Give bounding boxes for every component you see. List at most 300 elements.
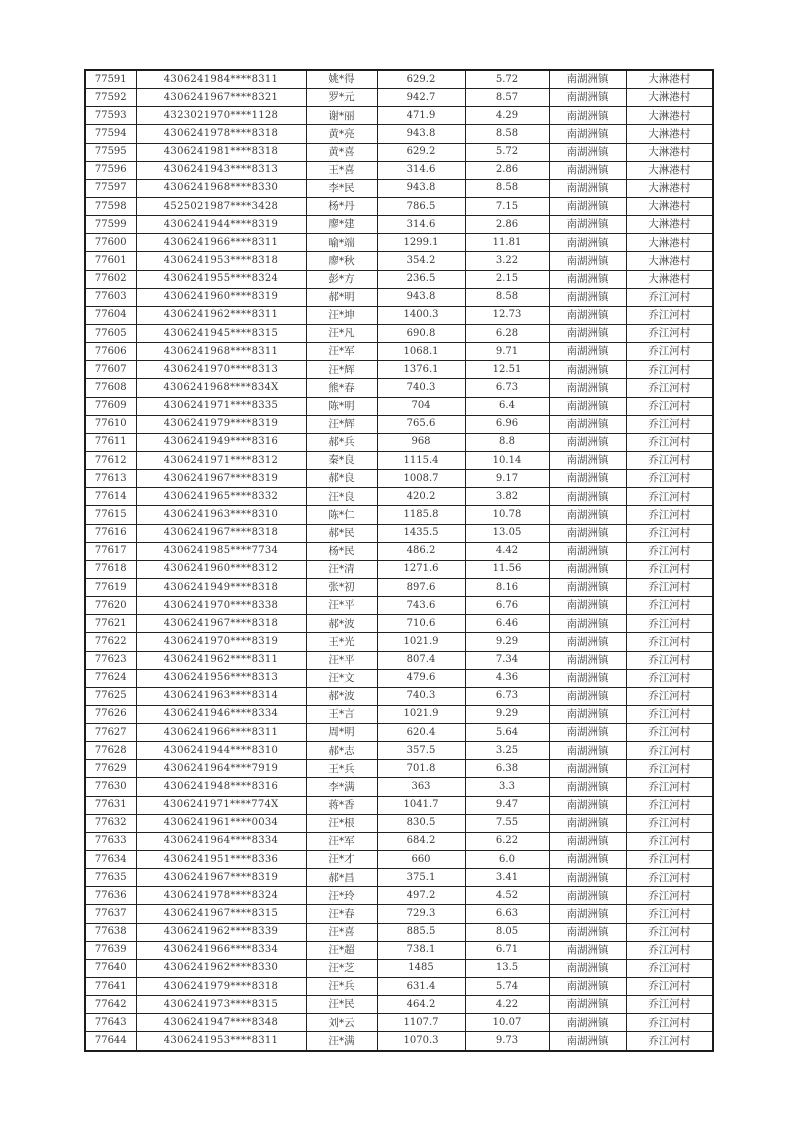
cell-town: 南湖洲镇 [549, 270, 626, 288]
table-row [85, 796, 713, 814]
cell-rate: 5.72 [465, 70, 549, 89]
cell-amount: 943.8 [377, 179, 465, 197]
cell-id-number: 4306241944****8310 [136, 742, 306, 760]
cell-amount: 690.8 [377, 324, 465, 342]
cell-town: 南湖洲镇 [549, 125, 626, 143]
cell-id-number: 4306241944****8319 [136, 216, 306, 234]
cell-row-id: 77608 [85, 379, 136, 397]
cell-name: 郝*波 [306, 687, 377, 705]
cell-town: 南湖洲镇 [549, 451, 626, 469]
cell-village: 乔江河村 [626, 451, 713, 469]
cell-village: 大淋港村 [626, 161, 713, 179]
cell-village: 乔江河村 [626, 778, 713, 796]
cell-name: 黄*喜 [306, 143, 377, 161]
cell-amount: 1107.7 [377, 1014, 465, 1032]
cell-rate: 4.52 [465, 887, 549, 905]
cell-name: 汪*良 [306, 488, 377, 506]
table-row [85, 978, 713, 996]
table-row [85, 234, 713, 252]
cell-rate: 9.29 [465, 633, 549, 651]
cell-amount: 354.2 [377, 252, 465, 270]
cell-row-id: 77627 [85, 724, 136, 742]
cell-id-number: 4306241962****8330 [136, 959, 306, 977]
cell-amount: 314.6 [377, 161, 465, 179]
cell-id-number: 4306241960****8312 [136, 560, 306, 578]
cell-row-id: 77591 [85, 70, 136, 89]
cell-village: 乔江河村 [626, 578, 713, 596]
cell-village: 乔江河村 [626, 324, 713, 342]
cell-row-id: 77603 [85, 288, 136, 306]
cell-amount: 497.2 [377, 887, 465, 905]
cell-amount: 464.2 [377, 996, 465, 1014]
table-row [85, 1014, 713, 1032]
cell-rate: 9.17 [465, 470, 549, 488]
cell-village: 乔江河村 [626, 433, 713, 451]
cell-rate: 2.86 [465, 161, 549, 179]
table-row [85, 1032, 713, 1051]
cell-village: 乔江河村 [626, 524, 713, 542]
cell-id-number: 4306241968****8311 [136, 343, 306, 361]
table-row [85, 669, 713, 687]
table-row [85, 959, 713, 977]
cell-amount: 943.8 [377, 125, 465, 143]
cell-amount: 471.9 [377, 107, 465, 125]
cell-row-id: 77616 [85, 524, 136, 542]
cell-id-number: 4306241967****8321 [136, 89, 306, 107]
table-row [85, 524, 713, 542]
table-row [85, 415, 713, 433]
cell-town: 南湖洲镇 [549, 578, 626, 596]
cell-village: 大淋港村 [626, 270, 713, 288]
cell-rate: 7.34 [465, 651, 549, 669]
cell-id-number: 4306241971****8335 [136, 397, 306, 415]
cell-name: 汪*才 [306, 851, 377, 869]
table-row [85, 343, 713, 361]
cell-village: 大淋港村 [626, 179, 713, 197]
cell-id-number: 4525021987****3428 [136, 197, 306, 215]
cell-village: 乔江河村 [626, 923, 713, 941]
cell-town: 南湖洲镇 [549, 70, 626, 89]
cell-rate: 9.73 [465, 1032, 549, 1051]
cell-name: 汪*辉 [306, 415, 377, 433]
cell-village: 乔江河村 [626, 506, 713, 524]
cell-rate: 5.72 [465, 143, 549, 161]
table-row [85, 397, 713, 415]
cell-village: 乔江河村 [626, 615, 713, 633]
cell-row-id: 77641 [85, 978, 136, 996]
cell-row-id: 77598 [85, 197, 136, 215]
cell-rate: 8.58 [465, 288, 549, 306]
cell-id-number: 4306241960****8319 [136, 288, 306, 306]
cell-id-number: 4306241964****7919 [136, 760, 306, 778]
cell-village: 乔江河村 [626, 869, 713, 887]
cell-id-number: 4306241973****8315 [136, 996, 306, 1014]
cell-name: 汪*民 [306, 996, 377, 1014]
cell-village: 乔江河村 [626, 959, 713, 977]
records-tbody [85, 70, 713, 1051]
table-row [85, 851, 713, 869]
cell-row-id: 77623 [85, 651, 136, 669]
cell-rate: 8.58 [465, 179, 549, 197]
cell-row-id: 77596 [85, 161, 136, 179]
cell-amount: 743.6 [377, 597, 465, 615]
cell-id-number: 4306241945****8315 [136, 324, 306, 342]
cell-amount: 1070.3 [377, 1032, 465, 1051]
cell-town: 南湖洲镇 [549, 252, 626, 270]
table-row [85, 252, 713, 270]
table-row [85, 633, 713, 651]
cell-town: 南湖洲镇 [549, 1032, 626, 1051]
cell-village: 大淋港村 [626, 107, 713, 125]
cell-row-id: 77594 [85, 125, 136, 143]
cell-name: 蒋*香 [306, 796, 377, 814]
cell-name: 王*光 [306, 633, 377, 651]
cell-name: 张*初 [306, 578, 377, 596]
cell-amount: 1485 [377, 959, 465, 977]
cell-id-number: 4306241978****8324 [136, 887, 306, 905]
cell-amount: 1271.6 [377, 560, 465, 578]
table-row [85, 996, 713, 1014]
cell-name: 汪*根 [306, 814, 377, 832]
cell-amount: 629.2 [377, 143, 465, 161]
cell-rate: 7.55 [465, 814, 549, 832]
cell-row-id: 77593 [85, 107, 136, 125]
cell-name: 熊*春 [306, 379, 377, 397]
cell-amount: 740.3 [377, 687, 465, 705]
cell-town: 南湖洲镇 [549, 288, 626, 306]
cell-town: 南湖洲镇 [549, 814, 626, 832]
cell-name: 汪*凡 [306, 324, 377, 342]
cell-rate: 10.14 [465, 451, 549, 469]
cell-row-id: 77628 [85, 742, 136, 760]
cell-village: 乔江河村 [626, 1032, 713, 1051]
cell-amount: 486.2 [377, 542, 465, 560]
cell-town: 南湖洲镇 [549, 324, 626, 342]
cell-row-id: 77633 [85, 832, 136, 850]
cell-name: 汪*辉 [306, 361, 377, 379]
cell-name: 陈*明 [306, 397, 377, 415]
cell-rate: 4.22 [465, 996, 549, 1014]
cell-row-id: 77595 [85, 143, 136, 161]
cell-village: 乔江河村 [626, 996, 713, 1014]
cell-town: 南湖洲镇 [549, 89, 626, 107]
cell-id-number: 4306241962****8311 [136, 651, 306, 669]
cell-name: 姚*得 [306, 70, 377, 89]
cell-name: 陈*仁 [306, 506, 377, 524]
cell-id-number: 4306241966****8311 [136, 724, 306, 742]
cell-name: 王*喜 [306, 161, 377, 179]
table-row [85, 306, 713, 324]
cell-rate: 13.5 [465, 959, 549, 977]
table-row [85, 560, 713, 578]
cell-village: 大淋港村 [626, 216, 713, 234]
cell-rate: 6.96 [465, 415, 549, 433]
cell-name: 郝*民 [306, 524, 377, 542]
cell-id-number: 4306241962****8339 [136, 923, 306, 941]
cell-id-number: 4306241946****8334 [136, 705, 306, 723]
cell-town: 南湖洲镇 [549, 470, 626, 488]
cell-village: 乔江河村 [626, 597, 713, 615]
cell-amount: 729.3 [377, 905, 465, 923]
cell-row-id: 77638 [85, 923, 136, 941]
cell-rate: 6.4 [465, 397, 549, 415]
cell-row-id: 77600 [85, 234, 136, 252]
cell-rate: 11.81 [465, 234, 549, 252]
cell-town: 南湖洲镇 [549, 923, 626, 941]
table-row [85, 832, 713, 850]
cell-village: 乔江河村 [626, 651, 713, 669]
cell-town: 南湖洲镇 [549, 1014, 626, 1032]
cell-name: 彭*方 [306, 270, 377, 288]
cell-id-number: 4306241967****8318 [136, 524, 306, 542]
cell-village: 乔江河村 [626, 397, 713, 415]
cell-town: 南湖洲镇 [549, 760, 626, 778]
cell-village: 大淋港村 [626, 234, 713, 252]
cell-id-number: 4306241971****774X [136, 796, 306, 814]
table-row [85, 197, 713, 215]
cell-amount: 807.4 [377, 651, 465, 669]
cell-row-id: 77597 [85, 179, 136, 197]
table-row [85, 125, 713, 143]
cell-rate: 5.64 [465, 724, 549, 742]
cell-name: 汪*喜 [306, 923, 377, 941]
table-row [85, 216, 713, 234]
cell-amount: 631.4 [377, 978, 465, 996]
cell-name: 黄*亮 [306, 125, 377, 143]
cell-row-id: 77612 [85, 451, 136, 469]
cell-name: 汪*清 [306, 560, 377, 578]
cell-row-id: 77636 [85, 887, 136, 905]
cell-rate: 6.63 [465, 905, 549, 923]
cell-amount: 357.5 [377, 742, 465, 760]
cell-amount: 1008.7 [377, 470, 465, 488]
cell-amount: 897.6 [377, 578, 465, 596]
cell-town: 南湖洲镇 [549, 143, 626, 161]
cell-town: 南湖洲镇 [549, 651, 626, 669]
cell-rate: 12.51 [465, 361, 549, 379]
cell-row-id: 77639 [85, 941, 136, 959]
cell-amount: 620.4 [377, 724, 465, 742]
cell-name: 汪*兵 [306, 978, 377, 996]
cell-village: 乔江河村 [626, 361, 713, 379]
cell-id-number: 4306241955****8324 [136, 270, 306, 288]
cell-name: 汪*军 [306, 832, 377, 850]
table-row [85, 597, 713, 615]
cell-town: 南湖洲镇 [549, 488, 626, 506]
cell-town: 南湖洲镇 [549, 905, 626, 923]
table-row [85, 324, 713, 342]
table-row [85, 615, 713, 633]
cell-village: 大淋港村 [626, 70, 713, 89]
cell-name: 汪*平 [306, 597, 377, 615]
cell-row-id: 77607 [85, 361, 136, 379]
cell-village: 乔江河村 [626, 814, 713, 832]
table-row [85, 760, 713, 778]
cell-row-id: 77632 [85, 814, 136, 832]
cell-town: 南湖洲镇 [549, 941, 626, 959]
cell-rate: 4.36 [465, 669, 549, 687]
cell-id-number: 4306241968****834X [136, 379, 306, 397]
cell-row-id: 77622 [85, 633, 136, 651]
table-row [85, 107, 713, 125]
cell-id-number: 4306241967****8318 [136, 615, 306, 633]
cell-rate: 3.3 [465, 778, 549, 796]
cell-amount: 1376.1 [377, 361, 465, 379]
cell-name: 李*民 [306, 179, 377, 197]
cell-row-id: 77601 [85, 252, 136, 270]
cell-id-number: 4306241951****8336 [136, 851, 306, 869]
cell-amount: 1021.9 [377, 705, 465, 723]
cell-village: 大淋港村 [626, 252, 713, 270]
cell-village: 大淋港村 [626, 197, 713, 215]
cell-id-number: 4306241967****8315 [136, 905, 306, 923]
cell-row-id: 77614 [85, 488, 136, 506]
cell-rate: 8.57 [465, 89, 549, 107]
cell-village: 乔江河村 [626, 415, 713, 433]
cell-town: 南湖洲镇 [549, 669, 626, 687]
cell-rate: 13.05 [465, 524, 549, 542]
cell-row-id: 77617 [85, 542, 136, 560]
cell-rate: 4.42 [465, 542, 549, 560]
cell-rate: 12.73 [465, 306, 549, 324]
cell-village: 乔江河村 [626, 1014, 713, 1032]
cell-id-number: 4306241970****8319 [136, 633, 306, 651]
table-row [85, 724, 713, 742]
cell-row-id: 77640 [85, 959, 136, 977]
cell-town: 南湖洲镇 [549, 742, 626, 760]
cell-amount: 1185.8 [377, 506, 465, 524]
cell-name: 周*明 [306, 724, 377, 742]
cell-village: 乔江河村 [626, 978, 713, 996]
cell-row-id: 77599 [85, 216, 136, 234]
cell-amount: 1021.9 [377, 633, 465, 651]
cell-rate: 9.71 [465, 343, 549, 361]
table-row [85, 179, 713, 197]
cell-id-number: 4306241949****8318 [136, 578, 306, 596]
cell-id-number: 4306241966****8311 [136, 234, 306, 252]
cell-town: 南湖洲镇 [549, 433, 626, 451]
cell-id-number: 4306241965****8332 [136, 488, 306, 506]
cell-village: 乔江河村 [626, 343, 713, 361]
cell-id-number: 4306241953****8311 [136, 1032, 306, 1051]
table-row [85, 470, 713, 488]
cell-town: 南湖洲镇 [549, 379, 626, 397]
cell-amount: 968 [377, 433, 465, 451]
cell-rate: 8.16 [465, 578, 549, 596]
cell-rate: 3.25 [465, 742, 549, 760]
cell-village: 大淋港村 [626, 125, 713, 143]
cell-row-id: 77642 [85, 996, 136, 1014]
cell-town: 南湖洲镇 [549, 996, 626, 1014]
cell-rate: 3.22 [465, 252, 549, 270]
cell-village: 乔江河村 [626, 488, 713, 506]
cell-name: 喻*端 [306, 234, 377, 252]
cell-name: 杨*民 [306, 542, 377, 560]
cell-name: 汪*玲 [306, 887, 377, 905]
cell-row-id: 77629 [85, 760, 136, 778]
cell-amount: 701.8 [377, 760, 465, 778]
table-row [85, 506, 713, 524]
cell-rate: 9.47 [465, 796, 549, 814]
cell-id-number: 4306241964****8334 [136, 832, 306, 850]
cell-village: 乔江河村 [626, 905, 713, 923]
cell-town: 南湖洲镇 [549, 506, 626, 524]
cell-id-number: 4306241962****8311 [136, 306, 306, 324]
cell-id-number: 4306241970****8338 [136, 597, 306, 615]
cell-town: 南湖洲镇 [549, 597, 626, 615]
cell-amount: 704 [377, 397, 465, 415]
cell-village: 乔江河村 [626, 306, 713, 324]
table-row [85, 451, 713, 469]
cell-id-number: 4306241963****8310 [136, 506, 306, 524]
table-row [85, 742, 713, 760]
cell-rate: 5.74 [465, 978, 549, 996]
cell-town: 南湖洲镇 [549, 869, 626, 887]
cell-name: 汪*超 [306, 941, 377, 959]
cell-town: 南湖洲镇 [549, 615, 626, 633]
cell-row-id: 77631 [85, 796, 136, 814]
cell-name: 杨*丹 [306, 197, 377, 215]
cell-village: 大淋港村 [626, 143, 713, 161]
table-row [85, 488, 713, 506]
cell-village: 乔江河村 [626, 796, 713, 814]
cell-amount: 1068.1 [377, 343, 465, 361]
cell-amount: 479.6 [377, 669, 465, 687]
table-row [85, 905, 713, 923]
table-row [85, 89, 713, 107]
cell-name: 汪*芝 [306, 959, 377, 977]
cell-rate: 8.8 [465, 433, 549, 451]
table-row [85, 70, 713, 89]
cell-id-number: 4306241956****8313 [136, 669, 306, 687]
cell-village: 乔江河村 [626, 760, 713, 778]
table-row [85, 578, 713, 596]
cell-town: 南湖洲镇 [549, 832, 626, 850]
table-row [85, 379, 713, 397]
cell-amount: 765.6 [377, 415, 465, 433]
cell-row-id: 77615 [85, 506, 136, 524]
cell-village: 乔江河村 [626, 288, 713, 306]
cell-row-id: 77625 [85, 687, 136, 705]
cell-row-id: 77620 [85, 597, 136, 615]
cell-id-number: 4306241966****8334 [136, 941, 306, 959]
cell-row-id: 77630 [85, 778, 136, 796]
cell-village: 乔江河村 [626, 724, 713, 742]
cell-id-number: 4306241985****7734 [136, 542, 306, 560]
cell-name: 谢*丽 [306, 107, 377, 125]
cell-rate: 10.78 [465, 506, 549, 524]
cell-town: 南湖洲镇 [549, 687, 626, 705]
cell-rate: 2.86 [465, 216, 549, 234]
cell-row-id: 77592 [85, 89, 136, 107]
table-row [85, 705, 713, 723]
cell-amount: 420.2 [377, 488, 465, 506]
cell-rate: 6.22 [465, 832, 549, 850]
cell-row-id: 77635 [85, 869, 136, 887]
cell-id-number: 4306241967****8319 [136, 470, 306, 488]
cell-rate: 2.15 [465, 270, 549, 288]
cell-row-id: 77611 [85, 433, 136, 451]
cell-town: 南湖洲镇 [549, 542, 626, 560]
cell-id-number: 4306241968****8330 [136, 179, 306, 197]
cell-town: 南湖洲镇 [549, 560, 626, 578]
cell-town: 南湖洲镇 [549, 959, 626, 977]
cell-amount: 1299.1 [377, 234, 465, 252]
cell-id-number: 4323021970****1128 [136, 107, 306, 125]
cell-rate: 9.29 [465, 705, 549, 723]
cell-town: 南湖洲镇 [549, 197, 626, 215]
cell-village: 乔江河村 [626, 542, 713, 560]
